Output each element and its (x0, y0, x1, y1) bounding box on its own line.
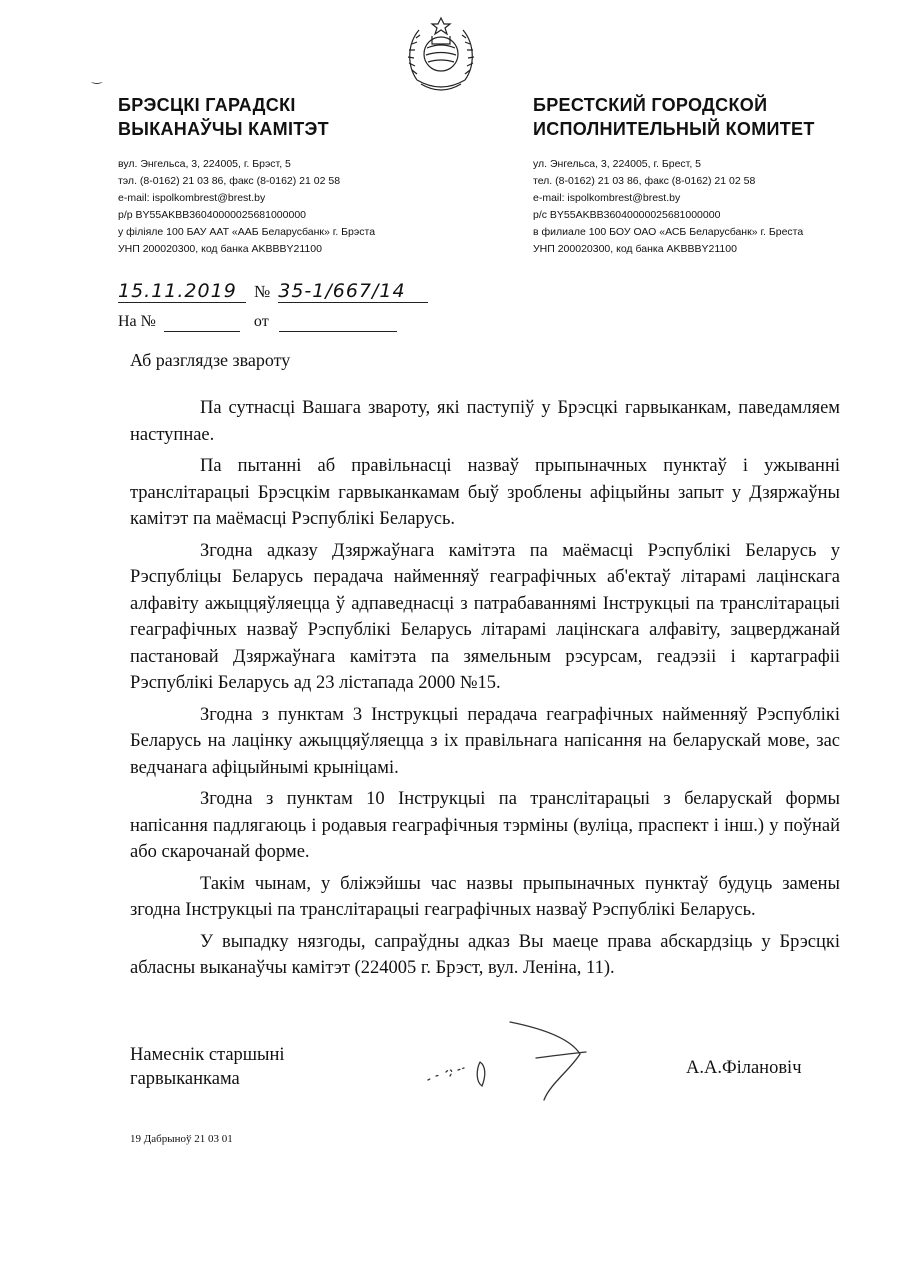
tax-id: УНП 200020300, код банка AKBBBY21100 (118, 243, 322, 255)
address: вул. Энгельса, 3, 224005, г. Брэст, 5 (118, 158, 291, 170)
bank-branch: в филиале 100 БОУ ОАО «АСБ Беларусбанк» г. Бреста (533, 226, 804, 238)
address: ул. Энгельса, 3, 224005, г. Брест, 5 (533, 158, 702, 170)
letter-subject: Аб разглядзе звароту (130, 350, 291, 370)
org-title-russian: БРЕСТСКИЙ ГОРОДСКОЙ ИСПОЛНИТЕЛЬНЫЙ КОМИТЕТ (533, 95, 815, 139)
account: р/с BY55AKBB36040000025681000000 (533, 209, 721, 221)
number-sign: № (254, 282, 271, 301)
account: р/р BY55AKBB36040000025681000000 (118, 209, 307, 221)
paragraph: Згодна з пунктам 3 Інструкцыі перадача геаграфічных найменняў Рэспублікі Беларусь на лацінку ажыццяўляецца з іх правільнага напісання на беларускай мове, зас ведчанага афіцыйнымі крыніцамі. (130, 704, 840, 778)
handwritten-signature (420, 1018, 610, 1103)
paragraph: У выпадку нязгоды, сапраўдны адказ Вы маеце права абскардзіць у Брэсцкі абласны выканаўчы камітэт (224005 г. Брэст, вул. Леніна, 11). (130, 931, 840, 978)
paragraph: Згодна з пунктам 10 Інструкцыі па транслітарацыі з беларускай формы напісання падлягаюць і родавыя геаграфічныя тэрміны (вуліца, праспект і інш.) у поўнай або скарочанай форме. (130, 789, 840, 862)
paragraph: Па пытанні аб правільнасці назваў прыпыначных пунктаў і ужыванні транслітарацыі Брэсцкім гарвыканкамам быў зроблены афіцыйны запыт у Дзяржаўны камітэт па маёмасці Рэспублікі Беларусь. (130, 456, 840, 529)
executor-footer: 19 Дабрыноў 21 03 01 (130, 1133, 233, 1145)
from-label: от (253, 313, 269, 330)
bank-branch: у філіяле 100 БАУ ААТ «ААБ Беларусбанк» г. Брэста (118, 226, 376, 238)
phone: тел. (8-0162) 21 03 86, факс (8-0162) 21 02 58 (533, 175, 756, 187)
state-emblem (403, 14, 479, 94)
tax-id: УНП 200020300, код банка AKBBBY21100 (533, 243, 737, 255)
contacts-russian (533, 156, 815, 258)
header-right (533, 93, 815, 258)
signer-name: А.А.Філановіч (686, 1058, 802, 1078)
phone: тэл. (8-0162) 21 03 86, факс (8-0162) 21 02 58 (118, 175, 341, 187)
registration-line (118, 280, 428, 304)
registration-date: 15.11.2019 (118, 280, 246, 303)
org-title-belarusian: БРЭСЦКІ ГАРАДСКІ ВЫКАНАЎЧЫ КАМІТЭТ (118, 95, 329, 139)
ref-label: На № (118, 313, 156, 330)
email: e-mail: ispolkombrest@brest.by (533, 192, 681, 204)
reference-line (118, 313, 397, 332)
margin-mark: ‿ (92, 70, 102, 84)
paragraph: Згодна адказу Дзяржаўнага камітэта па маёмасці Рэспублікі Беларусь у Рэспубліцы Беларусь перадача найменняў геаграфічных аб'ектаў літарамі лацінскага алфавіту ажыццяўляецца ў адпаведнасці з патрабаваннямі Інструкцыі па транслітарацыі геаграфічных назваў Рэспублікі Беларусь літарамі лацінскага алфавіту, зацверджанай пастановай Дзяржаўнага камітэта па зямельным рэсурсам, геадэзіі і картаграфіі Рэспублікі Беларусь ад 23 лістапада 2000 №15. (130, 540, 840, 693)
paragraph: Такім чынам, у бліжэйшы час назвы прыпыначных пунктаў будуць замены згодна Інструкцыі па транслітарацыі геаграфічных назваў Рэспублікі Беларусь. (130, 873, 840, 920)
paragraph: Па сутнасці Вашага звароту, які паступіў у Брэсцкі гарвыканкам, паведамляем наступнае. (130, 398, 840, 445)
header-left (118, 93, 375, 258)
from-blank (279, 313, 397, 332)
letter-body (130, 395, 840, 987)
registration-number: 35-1/667/14 (278, 280, 428, 303)
signer-position: Намеснік старшыні гарвыканкама (130, 1045, 285, 1089)
email: e-mail: ispolkombrest@brest.by (118, 192, 266, 204)
ref-blank (164, 313, 240, 332)
contacts-belarusian (118, 156, 375, 258)
